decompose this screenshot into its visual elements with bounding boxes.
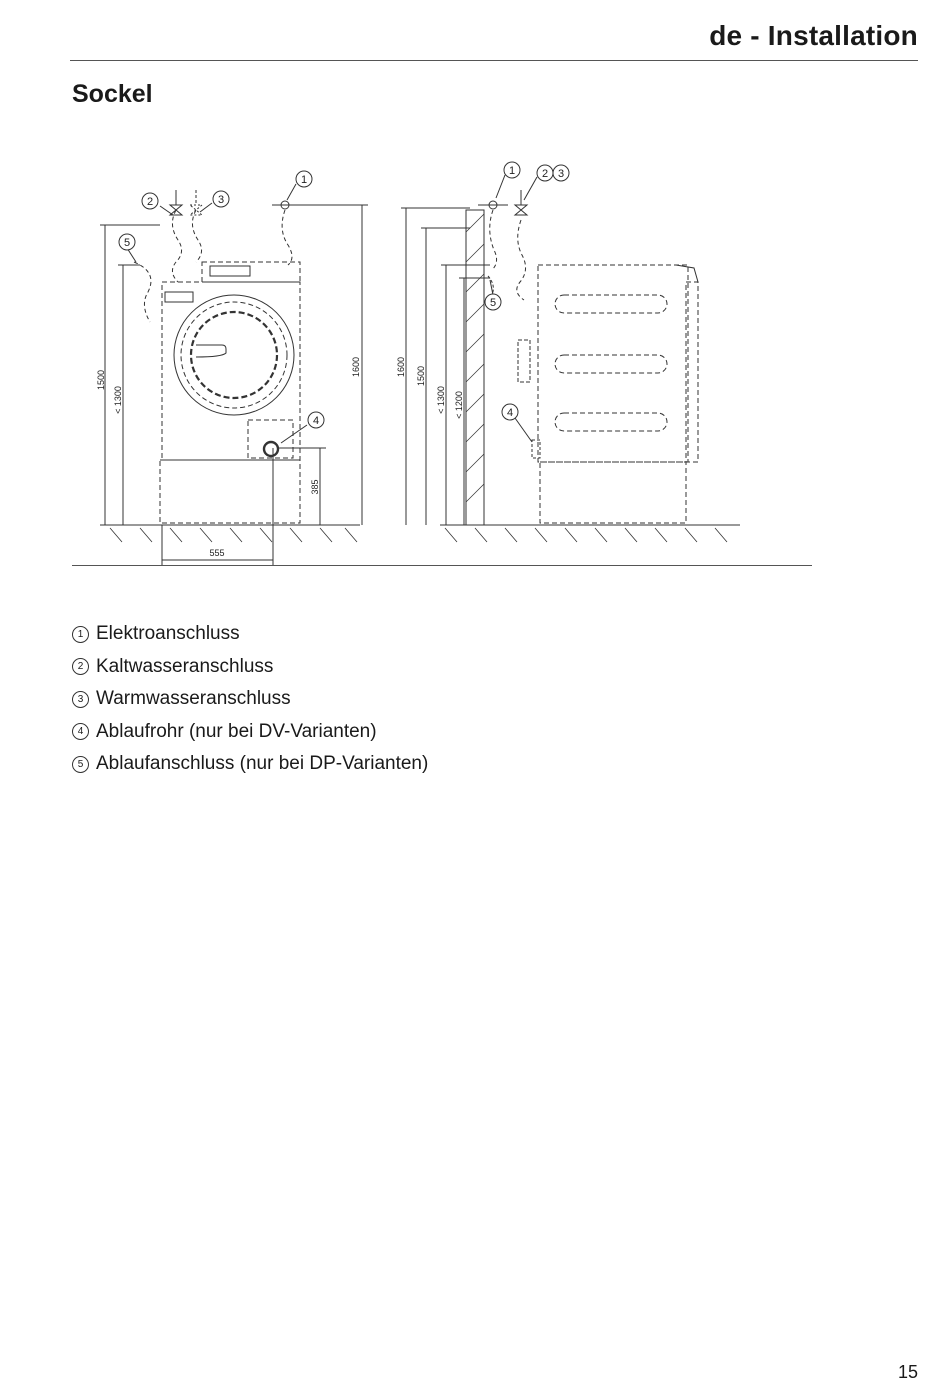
dimension-1200-side: < 1200 xyxy=(454,391,464,419)
callout-3-side-label: 3 xyxy=(557,168,565,180)
dimension-1300-side: < 1300 xyxy=(436,386,446,414)
dimension-1500-side: 1500 xyxy=(416,365,426,387)
callout-3-front-label: 3 xyxy=(217,194,225,206)
dimension-385-front: 385 xyxy=(310,479,320,495)
callout-1-front-label: 1 xyxy=(300,174,308,186)
legend-label: Ablaufanschluss (nur bei DP-Varianten) xyxy=(96,753,429,774)
legend-list xyxy=(72,618,428,781)
page-number: 15 xyxy=(897,1362,918,1382)
legend-number: 5 xyxy=(72,756,89,773)
callout-2-side-label: 2 xyxy=(541,168,549,180)
legend-item xyxy=(72,748,428,781)
legend-label: Warmwasseranschluss xyxy=(96,688,291,709)
callout-4-side-label: 4 xyxy=(506,407,514,419)
dimension-1600-front: 1600 xyxy=(351,356,361,378)
figure-divider xyxy=(72,565,812,566)
legend-label: Elektroanschluss xyxy=(96,623,240,644)
callout-5-side-label: 5 xyxy=(489,297,497,309)
legend-label: Ablaufrohr (nur bei DV-Varianten) xyxy=(96,720,377,742)
header-divider xyxy=(70,60,918,61)
dimension-1300-front: < 1300 xyxy=(113,386,123,414)
installation-diagram xyxy=(0,140,950,580)
callout-1-side-label: 1 xyxy=(508,165,516,177)
header-title: de - Installation xyxy=(709,20,918,51)
callout-2-front-label: 2 xyxy=(146,196,154,208)
section-title: Sockel xyxy=(72,80,153,108)
callout-5-front-label: 5 xyxy=(123,237,131,249)
legend-item xyxy=(72,651,428,684)
callout-4-front-label: 4 xyxy=(312,415,320,427)
legend-item xyxy=(72,683,428,716)
legend-item xyxy=(72,716,428,749)
dimension-555-front: 555 xyxy=(209,548,225,558)
legend-item xyxy=(72,618,428,651)
dimension-1600-side: 1600 xyxy=(396,356,406,378)
legend-number: 1 xyxy=(72,626,89,643)
legend-number: 4 xyxy=(72,723,89,740)
legend-number: 2 xyxy=(72,658,89,675)
legend-label: Kaltwasseranschluss xyxy=(96,655,274,677)
legend-number: 3 xyxy=(72,691,89,708)
dimension-1500-front: 1500 xyxy=(96,369,106,391)
